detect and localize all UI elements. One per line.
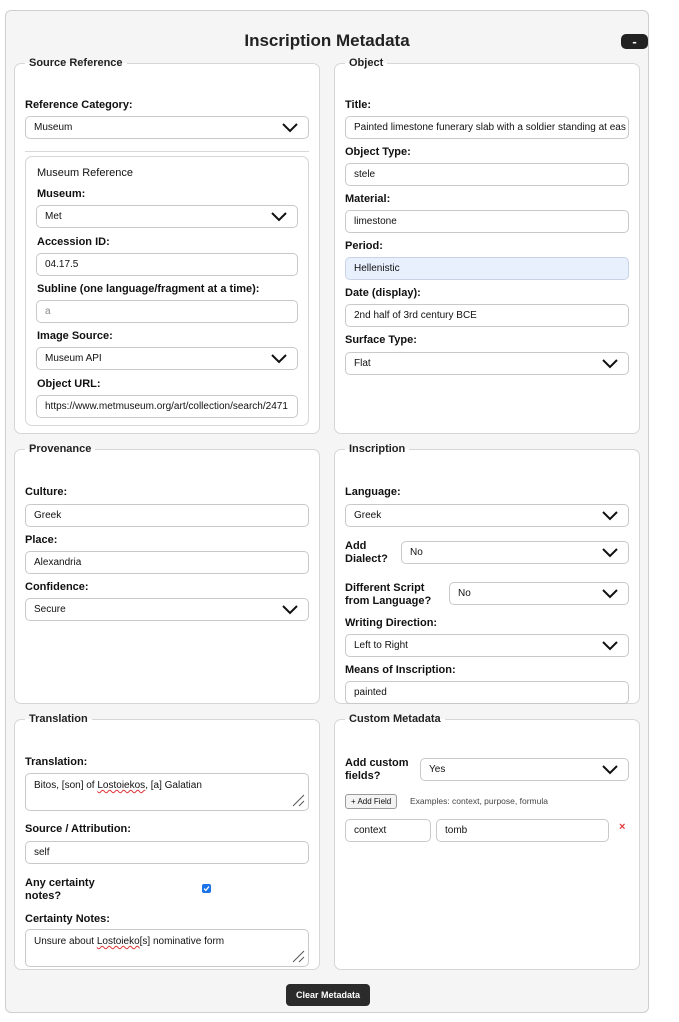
museum-label: Museum: [37,188,86,200]
add-dialect-value: No [410,547,423,558]
add-dialect-select[interactable] [401,541,629,564]
check-icon [203,885,210,892]
custom-field-value-input[interactable]: tomb [436,819,609,842]
language-select[interactable] [345,504,629,527]
custom-metadata-section [334,713,640,970]
chevron-down-icon [282,605,298,615]
add-custom-fields-value: Yes [429,764,446,775]
museum-value: Met [45,211,62,222]
divider [25,151,309,152]
certainty-question-line2: notes? [25,890,62,902]
translation-section [14,713,320,970]
period-input[interactable]: Hellenistic [345,257,629,280]
writing-direction-value: Left to Right [354,640,408,651]
add-dialect-label-line1: Add [345,540,367,552]
certainty-notes-start: Unsure about [34,936,97,947]
culture-label: Culture: [25,486,68,498]
custom-metadata-legend: Custom Metadata [349,713,441,725]
language-value: Greek [354,510,382,521]
museum-select[interactable] [36,205,298,228]
object-section [334,57,640,434]
provenance-section [14,443,320,704]
translation-legend: Translation [29,713,88,725]
translation-textarea[interactable] [25,773,309,811]
writing-direction-label: Writing Direction: [345,617,438,629]
object-url-label: Object URL: [37,378,101,390]
different-script-label-line1: Different Script [345,582,425,594]
certainty-notes-label: Certainty Notes: [25,913,110,925]
object-type-input[interactable]: stele [345,163,629,186]
certainty-notes-name: Lostoieko [96,936,140,947]
add-custom-fields-line1: Add custom [345,757,409,769]
add-dialect-label-line2: Dialect? [345,553,388,565]
surface-type-label: Surface Type: [345,334,417,346]
translation-text-start: Bitos, [son] of [34,780,98,791]
translation-text-end: , [a] Galatian [145,780,202,791]
chevron-down-icon [602,359,618,369]
provenance-legend: Provenance [29,443,92,455]
clear-metadata-button[interactable]: Clear Metadata [286,984,370,1006]
period-label: Period: [345,240,383,252]
date-display-label: Date (display): [345,287,421,299]
page-title: Inscription Metadata [244,31,410,50]
surface-type-value: Flat [354,358,371,369]
translation-label: Translation: [25,756,88,768]
chevron-down-icon [602,548,618,558]
object-type-label: Object Type: [345,146,411,158]
object-legend: Object [349,57,384,69]
material-input[interactable]: limestone [345,210,629,233]
image-source-select[interactable] [36,347,298,370]
means-of-inscription-label: Means of Inscription: [345,664,456,676]
inscription-legend: Inscription [349,443,406,455]
chevron-down-icon [271,354,287,364]
source-attribution-input[interactable]: self [25,841,309,864]
resize-grip-icon[interactable] [291,949,305,963]
add-custom-fields-label [345,757,409,783]
chevron-down-icon [271,212,287,222]
chevron-down-icon [602,589,618,599]
custom-field-key-input[interactable]: context [345,819,431,842]
certainty-question-label [25,877,95,903]
accession-id-label: Accession ID: [37,236,110,248]
add-custom-fields-select[interactable] [420,758,629,781]
certainty-checkbox[interactable] [202,884,211,893]
chevron-down-icon [602,641,618,651]
museum-reference-box [25,156,309,426]
means-of-inscription-input[interactable]: painted [345,681,629,704]
certainty-notes-end: [s] nominative form [139,936,225,947]
place-label: Place: [25,534,58,546]
reference-category-label: Reference Category: [25,99,133,111]
different-script-label-line2: from Language? [345,595,432,607]
source-reference-legend: Source Reference [29,57,123,69]
resize-grip-icon[interactable] [291,793,305,807]
accession-id-input[interactable]: 04.17.5 [36,253,298,276]
add-custom-fields-line2: fields? [345,770,381,782]
subline-input[interactable]: a [36,300,298,323]
confidence-select[interactable] [25,598,309,621]
material-label: Material: [345,193,391,205]
title-label: Title: [345,99,372,111]
place-input[interactable]: Alexandria [25,551,309,574]
date-display-input[interactable]: 2nd half of 3rd century BCE [345,304,629,327]
remove-field-icon[interactable]: × [619,821,626,833]
reference-category-select[interactable] [25,116,309,139]
image-source-value: Museum API [45,353,102,364]
certainty-notes-textarea[interactable] [25,929,309,967]
different-script-value: No [458,588,471,599]
different-script-label [345,582,431,608]
writing-direction-select[interactable] [345,634,629,657]
custom-fields-hint: Examples: context, purpose, formula [410,796,548,806]
translation-text-name: Lostoiekos [97,780,146,791]
source-reference-section [14,57,320,434]
source-attribution-label: Source / Attribution: [25,823,131,835]
language-label: Language: [345,486,401,498]
chevron-down-icon [602,765,618,775]
title-input[interactable]: Painted limestone funerary slab with a soldier standing at eas [345,116,629,139]
object-url-input[interactable]: https://www.metmuseum.org/art/collection/search/2471 [36,395,298,418]
image-source-label: Image Source: [37,330,113,342]
add-dialect-label [345,540,388,566]
reference-category-value: Museum [34,122,73,133]
collapse-button[interactable]: - [621,34,648,49]
chevron-down-icon [282,123,298,133]
culture-input[interactable]: Greek [25,504,309,527]
chevron-down-icon [602,511,618,521]
confidence-value: Secure [34,604,66,615]
surface-type-select[interactable] [345,352,629,375]
museum-reference-title: Museum Reference [37,167,133,179]
subline-label: Subline (one language/fragment at a time): [37,283,260,295]
certainty-question-line1: Any certainty [25,877,95,889]
different-script-select[interactable] [449,582,629,605]
confidence-label: Confidence: [25,581,89,593]
add-field-button[interactable]: + Add Field [345,794,397,809]
inscription-section [334,443,640,704]
